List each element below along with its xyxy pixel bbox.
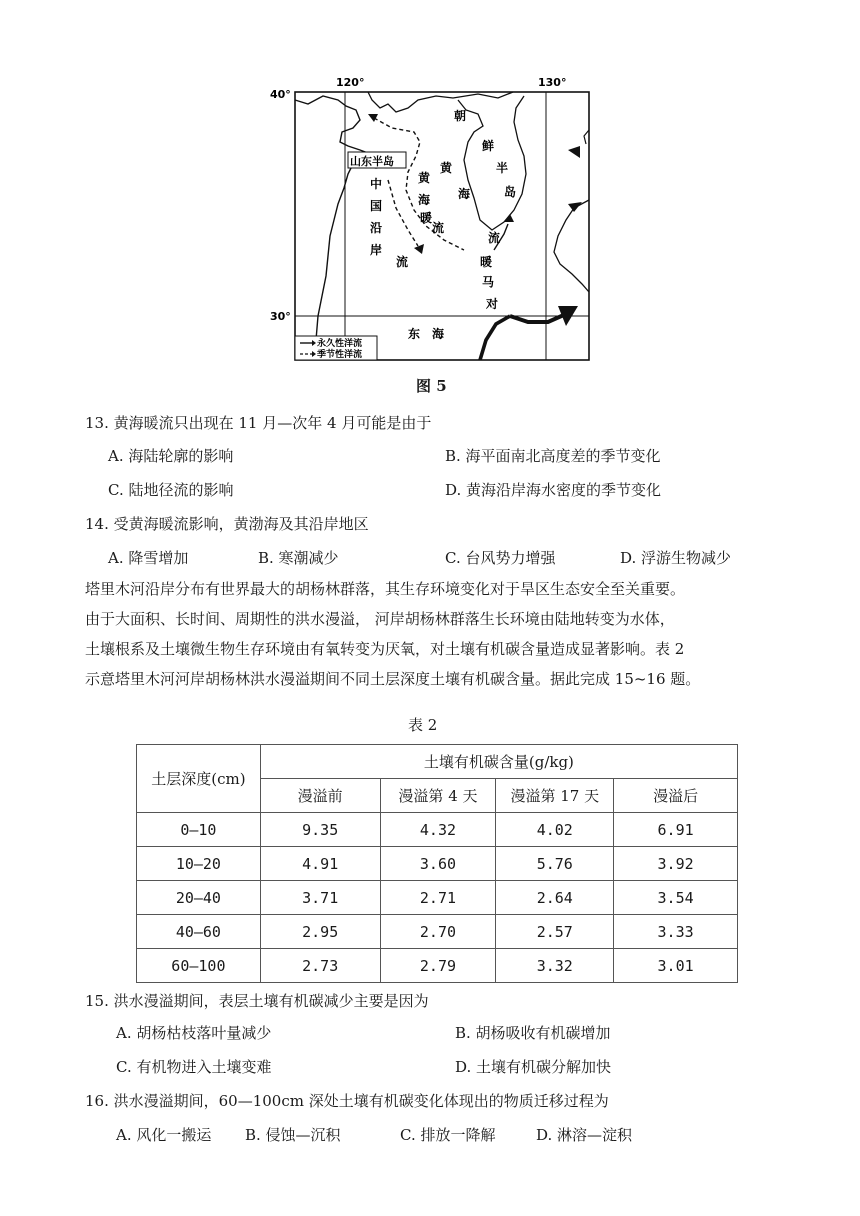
table-caption: 表 2 [408,716,438,734]
q13-option-c[interactable]: C. 陆地径流的影响 [108,481,234,499]
yellow-sea-char: 海 [458,187,471,201]
tsushima-char: 对 [486,297,499,311]
korea-char: 半 [496,161,509,175]
korea-char: 鲜 [482,139,495,153]
depth-cell: 60—100 [137,949,261,983]
table-row [137,847,738,881]
value-cell: 3.60 [380,847,496,881]
passage-line: 示意塔里木河河岸胡杨林洪水漫溢期间不同土层深度土壤有机碳含量。据此完成 15~16 题。 [85,670,701,688]
q13-option-b[interactable]: B. 海平面南北高度差的季节变化 [445,447,661,465]
value-cell: 4.02 [496,813,614,847]
value-cell: 2.71 [380,881,496,915]
value-cell: 2.73 [260,949,380,983]
q14-option-a[interactable]: A. 降雪增加 [108,549,189,567]
value-cell: 3.71 [260,881,380,915]
korea-char: 朝 [454,109,467,123]
korea-char: 岛 [504,185,517,199]
soil-carbon-table [136,744,738,983]
value-cell: 9.35 [260,813,380,847]
east-marker-arrow-2 [568,202,582,212]
lon-label-120: 120° [336,76,365,89]
value-cell: 5.76 [496,847,614,881]
east-marker-arrow [568,146,580,158]
value-cell: 3.01 [614,949,738,983]
reading-passage [85,574,775,694]
value-cell: 3.33 [614,915,738,949]
china-coastal-char: 沿 [370,221,383,235]
q14-stem: 14. 受黄海暖流影响，黄渤海及其沿岸地区 [85,515,369,533]
column-header: 漫溢前 [260,779,380,813]
value-cell: 3.92 [614,847,738,881]
china-coastal-char: 中 [370,177,383,191]
passage-line: 塔里木河沿岸分布有世界最大的胡杨林群落，其生存环境变化对于旱区生态安全至关重要。 [85,580,686,598]
china-coastal-char: 国 [370,199,383,213]
q16-option-d[interactable]: D. 淋溶—淀积 [536,1126,633,1144]
map-legend [295,336,377,360]
column-header: 漫溢第 17 天 [496,779,614,813]
china-coastline [295,96,404,360]
yellow-sea-warm-char: 流 [432,221,445,235]
tsushima-char: 流 [488,231,501,245]
value-cell: 2.70 [380,915,496,949]
east-sea-label: 东 海 [408,327,445,341]
legend-seasonal: 季节性洋流 [317,350,363,360]
value-cell: 4.32 [380,813,496,847]
value-cell: 2.64 [496,881,614,915]
warm-current-arrowhead [368,114,378,122]
q14-option-c[interactable]: C. 台风势力增强 [445,549,556,567]
tsushima-char: 马 [482,275,495,289]
lon-label-130: 130° [538,76,567,89]
q16-stem: 16. 洪水漫溢期间，60—100cm 深处土壤有机碳变化体现出的物质迁移过程为 [85,1092,609,1110]
q15-option-c[interactable]: C. 有机物进入土壤变难 [116,1058,272,1076]
table-row [137,949,738,983]
legend-permanent: 永久性洋流 [317,339,363,349]
yellow-sea-warm-char: 黄 [418,171,431,185]
depth-cell: 20—40 [137,881,261,915]
passage-line: 土壤根系及土壤微生物生存环境由有氧转变为厌氧，对土壤有机碳含量造成显著影响。表 2 [85,640,685,658]
table-header-row [137,745,738,779]
column-header: 漫溢第 4 天 [380,779,496,813]
japan-coastline [554,200,589,292]
tsushima-char: 暖 [480,255,493,269]
q13-stem: 13. 黄海暖流只出现在 11 月—次年 4 月可能是由于 [85,414,432,432]
depth-cell: 40—60 [137,915,261,949]
value-cell: 2.57 [496,915,614,949]
table-row [137,915,738,949]
q16-option-c[interactable]: C. 排放一降解 [400,1126,496,1144]
value-cell: 6.91 [614,813,738,847]
yellow-sea-warm-char: 暖 [420,211,433,225]
table-row [137,881,738,915]
china-coastal-char: 流 [396,255,409,269]
value-cell: 2.95 [260,915,380,949]
liaodong-coastline [368,92,513,112]
yellow-sea-char: 黄 [440,161,453,175]
q15-option-b[interactable]: B. 胡杨吸收有机碳增加 [455,1024,611,1042]
group-header-cell: 土壤有机碳含量(g/kg) [260,745,737,779]
q13-option-a[interactable]: A. 海陆轮廓的影响 [108,447,234,465]
row-header-cell: 土层深度(cm) [137,745,261,813]
q15-stem: 15. 洪水漫溢期间，表层土壤有机碳减少主要是因为 [85,992,429,1010]
value-cell: 3.54 [614,881,738,915]
kuroshio-current [510,314,566,322]
passage-line: 由于大面积、长时间、周期性的洪水漫溢， 河岸胡杨林群落生长环境由陆地转变为水体， [85,610,675,628]
value-cell: 4.91 [260,847,380,881]
shandong-label: 山东半岛 [350,155,394,168]
q13-option-d[interactable]: D. 黄海沿岸海水密度的季节变化 [445,481,662,499]
depth-cell: 0—10 [137,813,261,847]
q15-option-d[interactable]: D. 土壤有机碳分解加快 [455,1058,612,1076]
lat-label-30: 30° [270,310,291,323]
figure-caption: 图 5 [416,377,447,395]
q14-option-b[interactable]: B. 寒潮减少 [258,549,339,567]
column-header: 漫溢后 [614,779,738,813]
depth-cell: 10—20 [137,847,261,881]
korea-coastline [458,96,526,230]
value-cell: 3.32 [496,949,614,983]
q15-option-a[interactable]: A. 胡杨枯枝落叶量减少 [116,1024,272,1042]
lat-label-40: 40° [270,88,291,101]
coastal-current-arrowhead [414,244,424,254]
china-coastal-char: 岸 [370,243,383,257]
q16-option-a[interactable]: A. 风化一搬运 [116,1126,212,1144]
q16-option-b[interactable]: B. 侵蚀—沉积 [245,1126,341,1144]
china-coastal-current [388,180,418,246]
tsushima-current [480,316,510,360]
value-cell: 2.79 [380,949,496,983]
ocean-current-map [268,70,608,370]
table-row [137,813,738,847]
q14-option-d[interactable]: D. 浮游生物减少 [620,549,732,567]
yellow-sea-warm-char: 海 [418,193,431,207]
